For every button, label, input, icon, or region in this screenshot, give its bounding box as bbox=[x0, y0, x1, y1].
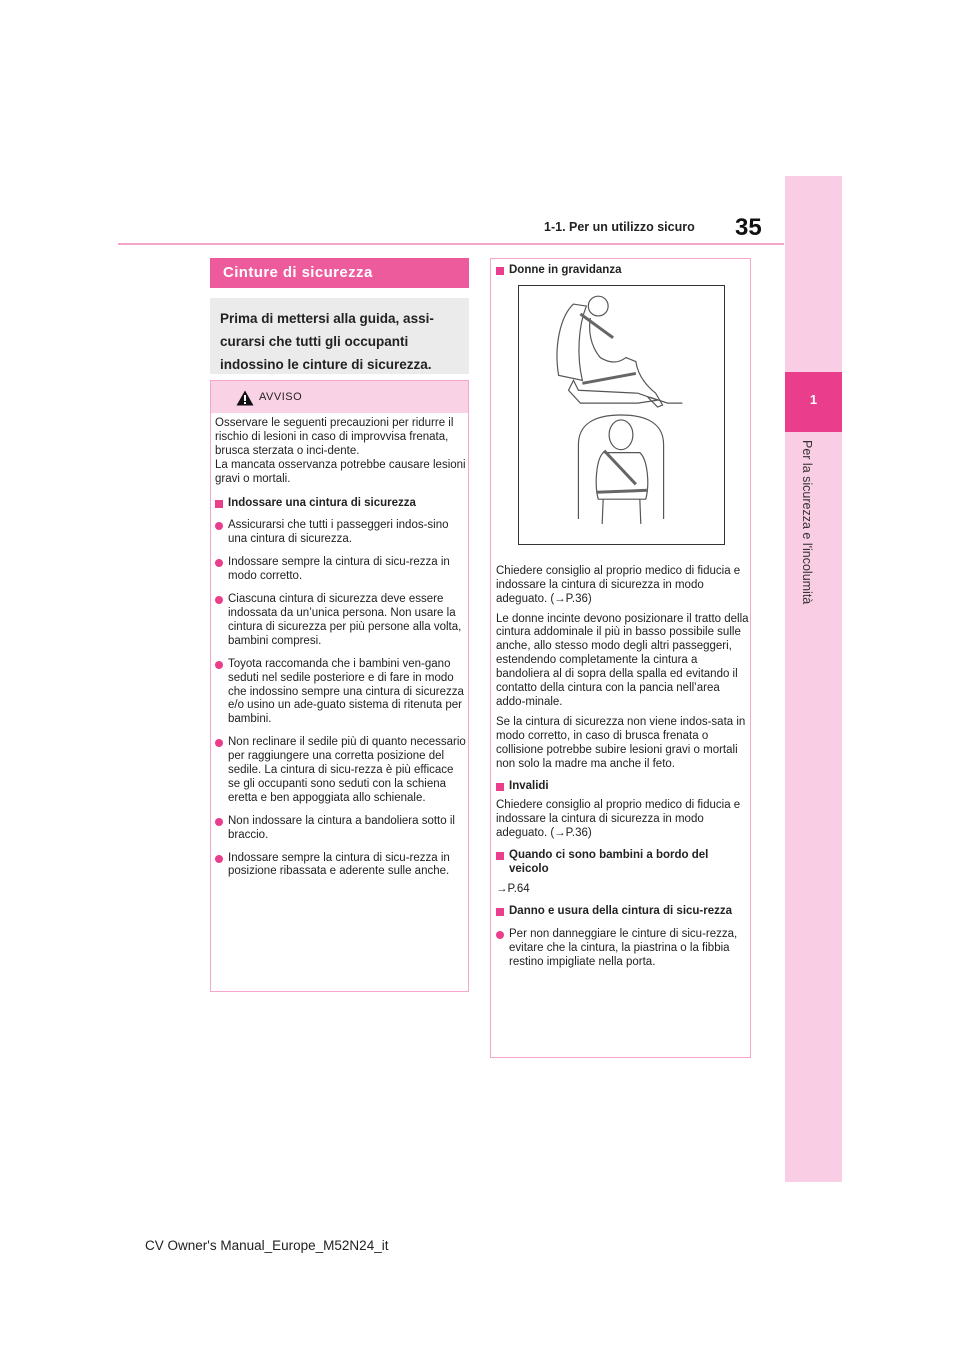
children-heading: Quando ci sono bambini a bordo del veicolo bbox=[496, 849, 750, 877]
list-item: Non indossare la cintura a bandoliera sotto il braccio. bbox=[215, 815, 468, 843]
list-item: Non reclinare il sedile più di quanto necessario per raggiungere una corretta posizione del sedile. La cintura di sicu-rezza è più efficace se gli occupanti sono seduti con la schiena eretta e ben appoggiata allo schienale. bbox=[215, 736, 468, 806]
pregnant-paragraph-2: Le donne incinte devono posizionare il tratto della cintura addominale il più in basso possibile sulle anche, allo stesso modo degli altri passeggeri, estendendo completamente la cintura a bandoliera al di sopra della spalla ed evitando il contatto della cintura con la pancia nell’area addo-minale. bbox=[496, 612, 749, 708]
warning-body bbox=[211, 413, 468, 879]
warning-bullet-list bbox=[215, 519, 468, 879]
warning-heading: Indossare una cintura di sicurezza bbox=[215, 497, 468, 511]
invalid-paragraph: Chiedere consiglio al proprio medico di fiducia e indossare la cintura di sicurezza in modo adeguato. (→P.36) bbox=[496, 799, 741, 840]
warning-triangle-icon bbox=[236, 390, 254, 406]
seatbelt-pregnancy-illustration bbox=[518, 285, 725, 545]
side-tab-strip bbox=[785, 176, 842, 1182]
pregnant-paragraph-1: Chiedere consiglio al proprio medico di fiducia e indossare la cintura di sicurezza in modo adeguato. (→P.36) bbox=[496, 564, 741, 605]
page-number: 35 bbox=[735, 214, 762, 241]
section-title: Cinture di sicurezza bbox=[223, 264, 373, 281]
side-tab-number: 1 bbox=[809, 392, 818, 407]
warning-label: AVVISO bbox=[259, 391, 303, 403]
list-item: Toyota raccomanda che i bambini ven-gano seduti nel sedile posteriore e di fare in modo che indossino sempre una cintura di sicurezza e/o usino un ade-guato sistema di ritenuta per bambini. bbox=[215, 658, 468, 728]
pregnant-paragraph-3: Se la cintura di sicurezza non viene indos-sata in modo corretto, in caso di brusca frenata o collisione potrebbe subire lesioni gravi o mortali non solo la madre ma anche il feto. bbox=[496, 715, 746, 770]
intro-text: Prima di mettersi alla guida, assi-curarsi che tutti gli occupanti indossino le cinture di sicurezza. bbox=[220, 311, 434, 372]
pregnant-heading: Donne in gravidanza bbox=[496, 264, 750, 278]
right-info-box bbox=[490, 258, 751, 1058]
list-item: Assicurarsi che tutti i passeggeri indos-sino una cintura di sicurezza. bbox=[215, 519, 468, 547]
right-body bbox=[491, 259, 750, 969]
list-item: Per non danneggiare le cinture di sicu-rezza, evitare che la cintura, la piastrina o la fibbia restino impigliate nella porta. bbox=[496, 928, 750, 970]
invalid-heading: Invalidi bbox=[496, 780, 750, 794]
intro-box bbox=[210, 298, 469, 374]
list-item: Indossare sempre la cintura di sicu-rezza in posizione ribassata e aderente sulle anche. bbox=[215, 852, 468, 880]
damage-heading: Danno e usura della cintura di sicu-rezza bbox=[496, 905, 750, 919]
damage-bullet-list bbox=[496, 928, 750, 970]
section-title-bar bbox=[210, 258, 469, 288]
warning-intro: Osservare le seguenti precauzioni per ridurre il rischio di lesioni in caso di improvvisa frenata, brusca sterzata o inci-dente. bbox=[215, 417, 454, 457]
section-header: 1-1. Per un utilizzo sicuro bbox=[544, 220, 695, 234]
header-rule bbox=[118, 243, 784, 245]
children-reference[interactable]: →P.64 bbox=[496, 882, 530, 895]
side-tab-label: Per la sicurezza e l'incolumità bbox=[800, 440, 814, 605]
footer-document-id: CV Owner's Manual_Europe_M52N24_it bbox=[145, 1238, 389, 1253]
warning-header bbox=[211, 381, 468, 413]
list-item: Indossare sempre la cintura di sicu-rezza in modo corretto. bbox=[215, 556, 468, 584]
warning-intro-2: La mancata osservanza potrebbe causare lesioni gravi o mortali. bbox=[215, 458, 466, 485]
warning-box bbox=[210, 380, 469, 992]
list-item: Ciascuna cintura di sicurezza deve essere indossata da un’unica persona. Non usare la cintura di sicurezza per più persone alla volta, bambini compresi. bbox=[215, 593, 468, 649]
